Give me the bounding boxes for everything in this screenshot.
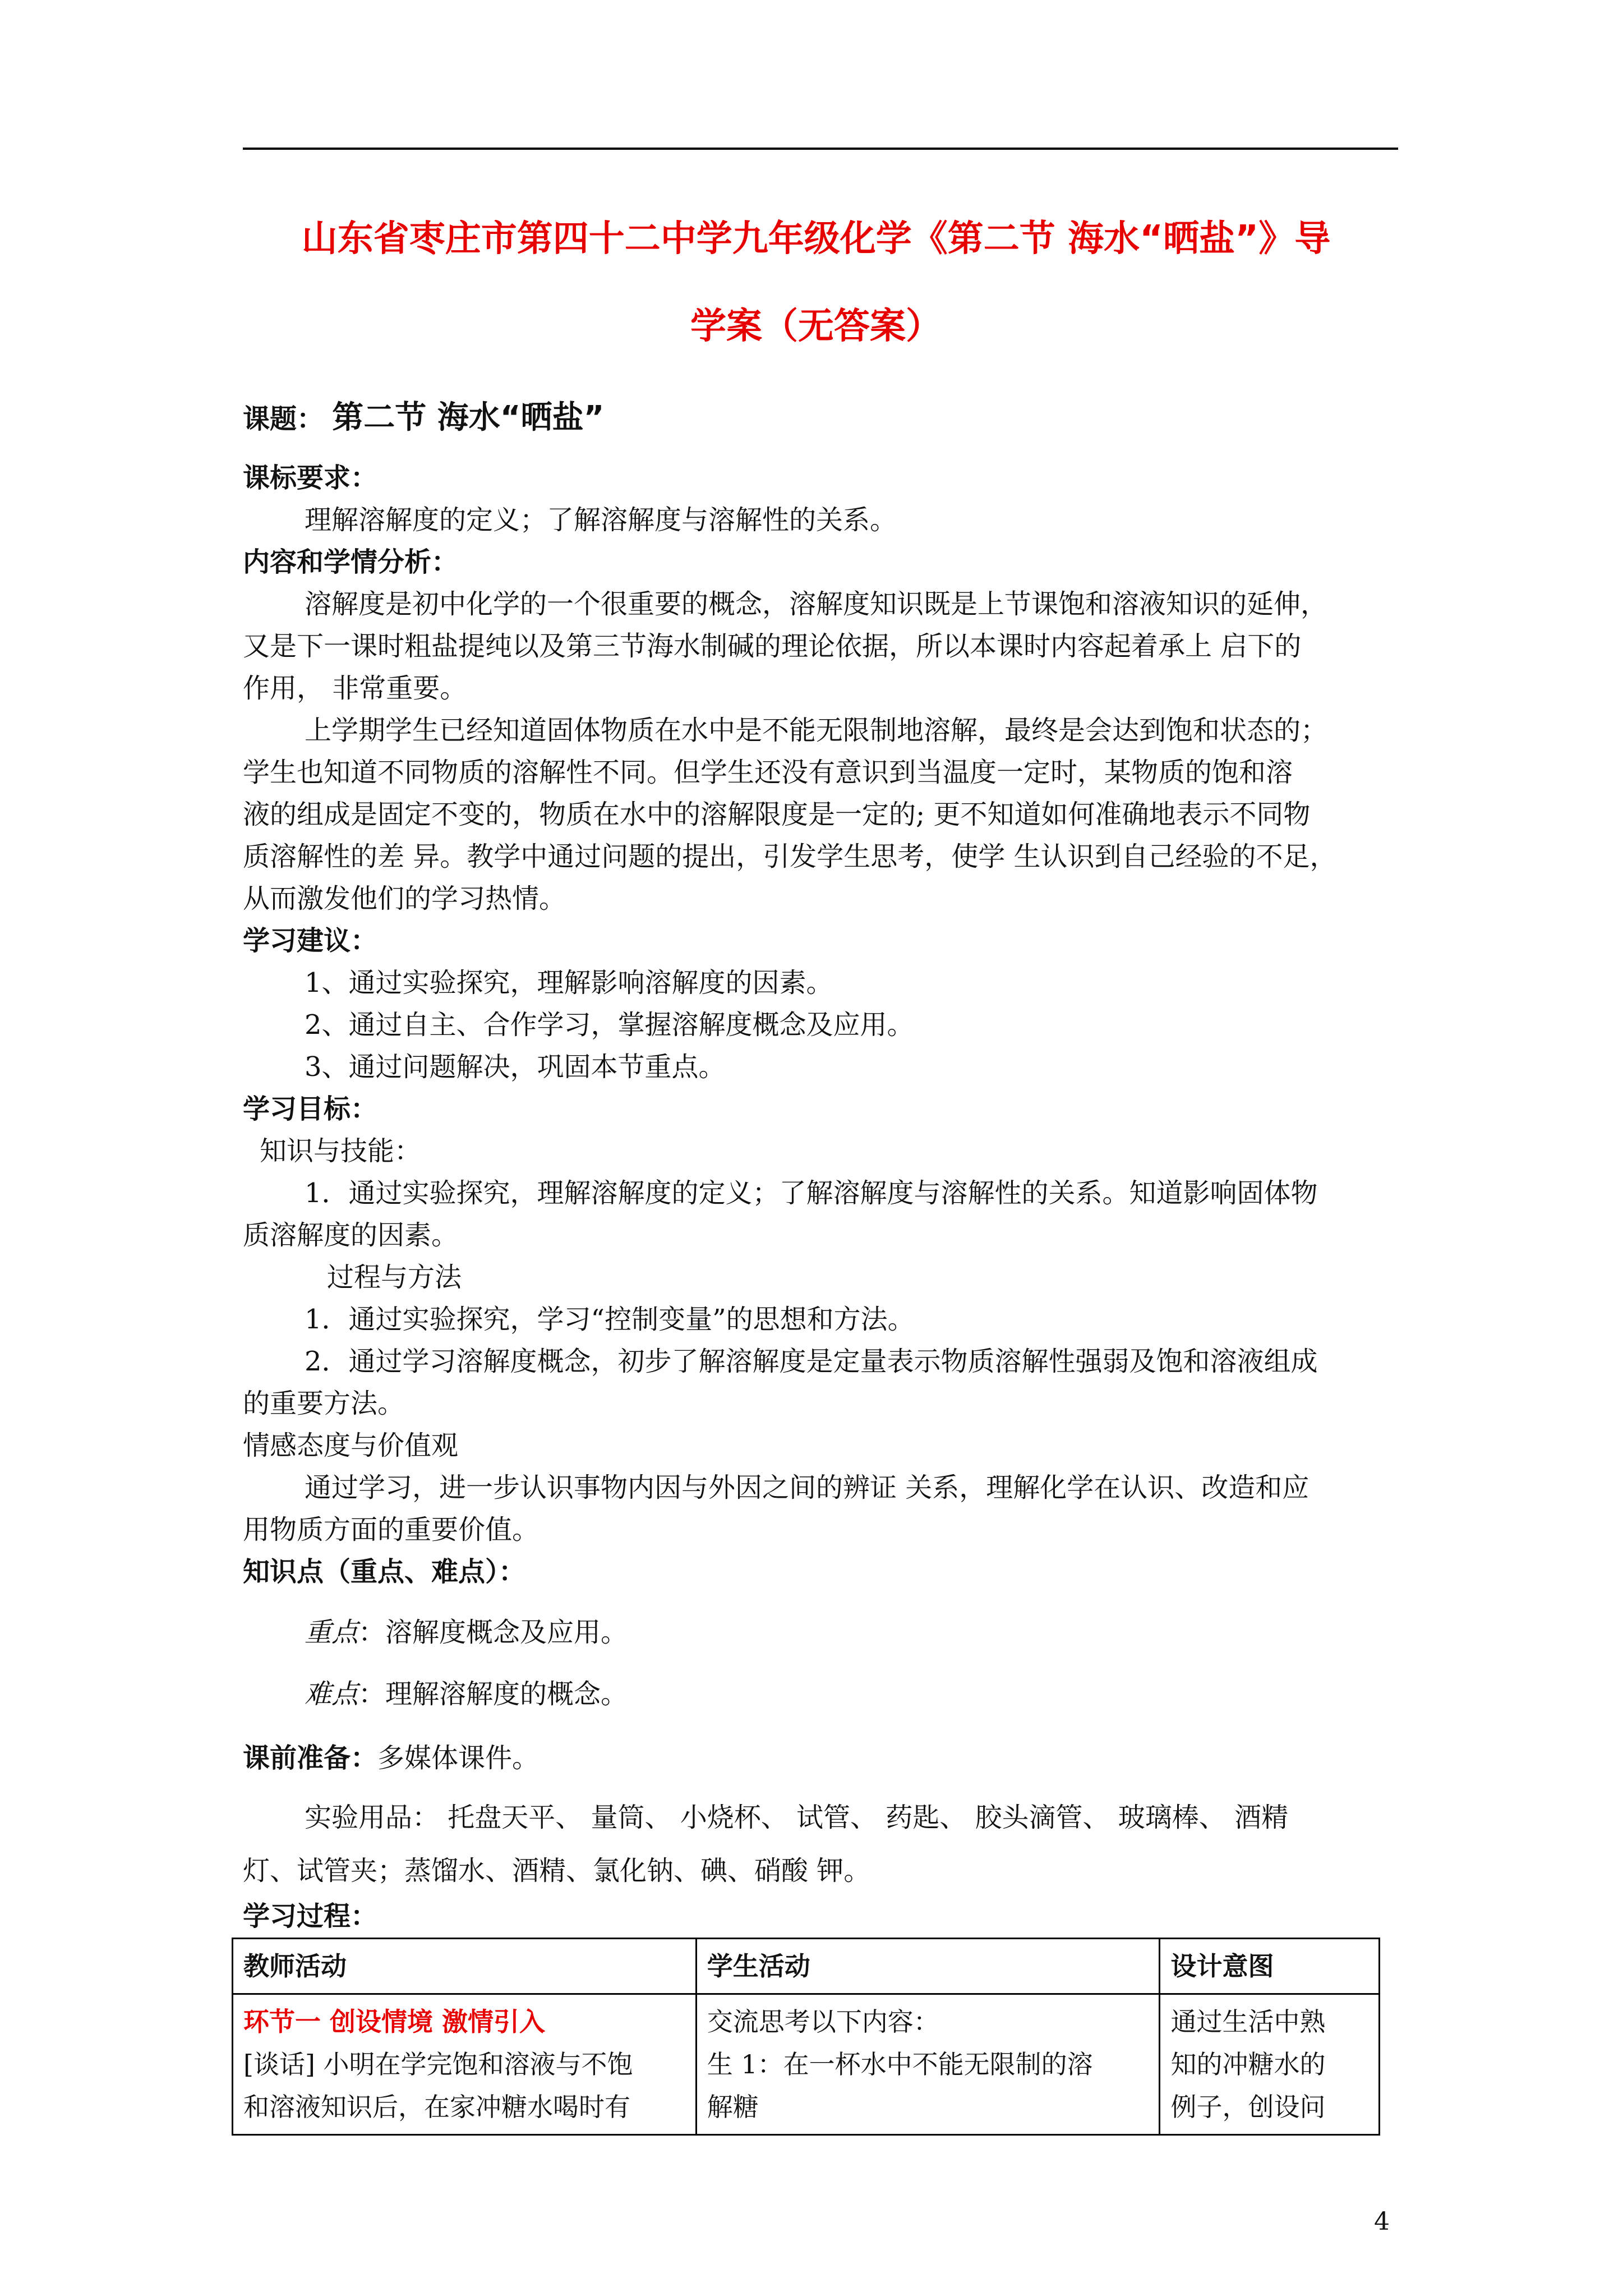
analysis-p2-line: 质溶解性的差 异。教学中通过问题的提出，引发学生思考，使学 生认识到自己经验的不足， [243, 841, 1337, 872]
student-text-line: 交流思考以下内容： [707, 2007, 939, 2037]
objective-e1-line: 用物质方面的重要价值。 [243, 1514, 540, 1545]
intent-text-line: 例子，创设问 [1170, 2092, 1326, 2122]
process-heading: 学习过程： [243, 1901, 378, 1932]
objective-k1-line: 1．通过实验探究，理解溶解度的定义；了解溶解度与溶解性的关系。知道影响固体物 [305, 1177, 1318, 1209]
student-text-line: 生 1：在一杯水中不能无限制的溶 [707, 2049, 1093, 2079]
analysis-p1-line: 又是下一课时粗盐提纯以及第三节海水制碱的理论依据，所以本课时内容起着承上 启下的 [243, 631, 1302, 662]
column-header: 设计意图 [1160, 1939, 1380, 1994]
key-point-row [305, 1616, 628, 1649]
teacher-text-line: 和溶液知识后，在家冲糖水喝时有 [243, 2092, 630, 2122]
analysis-p2-line: 上学期学生已经知道固体物质在水中是不能无限制地溶解，最终是会达到饱和状态的； [305, 715, 1328, 746]
analysis-p2-line: 液的组成是固定不变的，物质在水中的溶解限度是一定的; 更不知道如何准确地表示不同物 [243, 799, 1311, 830]
hard-point-text: ：理解溶解度的概念。 [358, 1678, 628, 1710]
table-header-row [233, 1939, 1380, 1994]
suggestion-item: 3、通过问题解决，巩固本节重点。 [305, 1051, 726, 1083]
objective-p2-line: 的重要方法。 [243, 1388, 405, 1419]
prep-label: 课前准备： [243, 1742, 378, 1774]
page-number: 4 [1374, 2207, 1390, 2236]
objective-p2-line: 2．通过学习溶解度概念，初步了解溶解度是定量表示物质溶解性强弱及饱和溶液组成 [305, 1346, 1318, 1377]
section-title: 环节一 创设情境 激情引入 [243, 2007, 546, 2037]
objective-e1-line: 通过学习，进一步认识事物内因与外因之间的辨证 关系，理解化学在认识、改造和应 [305, 1472, 1310, 1503]
suggestions-heading: 学习建议： [243, 925, 378, 956]
standards-text: 理解溶解度的定义；了解溶解度与溶解性的关系。 [305, 504, 897, 536]
course-value: 第二节 海水“晒盐” [332, 399, 605, 436]
standards-heading: 课标要求： [243, 462, 378, 494]
teacher-text-line: [谈话] 小明在学完饱和溶液与不饱 [243, 2049, 633, 2079]
intent-text-line: 知的冲糖水的 [1170, 2049, 1326, 2079]
prep-value: 多媒体课件。 [377, 1742, 540, 1774]
header-rule [243, 148, 1398, 150]
suggestion-item: 1、通过实验探究，理解影响溶解度的因素。 [305, 967, 833, 999]
teacher-activity-cell [233, 1994, 697, 2135]
design-intent-cell [1160, 1994, 1380, 2135]
equipment-line: 实验用品： 托盘天平、 量筒、 小烧杯、 试管、 药匙、 胶头滴管、 玻璃棒、 酒精 [305, 1802, 1289, 1833]
analysis-p1-line: 作用， 非常重要。 [243, 673, 467, 704]
analysis-p2-line: 从而激发他们的学习热情。 [243, 883, 566, 914]
document-title-line1: 山东省枣庄市第四十二中学九年级化学《第二节 海水“晒盐”》导 [301, 218, 1331, 260]
analysis-p1-line: 溶解度是初中化学的一个很重要的概念，溶解度知识既是上节课饱和溶液知识的延伸， [305, 588, 1328, 620]
key-point-text: ：溶解度概念及应用。 [358, 1617, 628, 1648]
hard-point-row [305, 1677, 628, 1711]
student-text-line: 解糖 [707, 2092, 759, 2122]
knowledge-skills-label: 知识与技能： [260, 1135, 422, 1167]
learning-process-table [232, 1938, 1380, 2136]
objectives-heading: 学习目标： [243, 1093, 378, 1125]
column-header: 学生活动 [696, 1939, 1160, 1994]
emotion-values-label: 情感态度与价值观 [243, 1430, 459, 1461]
document-title-line2: 学案（无答案） [690, 306, 942, 347]
knowledge-points-heading: 知识点（重点、难点）： [243, 1556, 526, 1588]
column-header: 教师活动 [233, 1939, 697, 1994]
course-row [243, 401, 604, 436]
analysis-heading: 内容和学情分析： [243, 546, 459, 578]
key-point-label: 重点 [305, 1617, 359, 1648]
hard-point-label: 难点 [305, 1678, 359, 1710]
table-row [233, 1994, 1380, 2135]
suggestion-item: 2、通过自主、合作学习，掌握溶解度概念及应用。 [305, 1009, 914, 1041]
process-method-label: 过程与方法 [327, 1262, 462, 1293]
course-label: 课题： [243, 403, 324, 435]
prep-row [243, 1741, 539, 1775]
student-activity-cell [696, 1994, 1160, 2135]
objective-p1: 1．通过实验探究，学习“控制变量”的思想和方法。 [305, 1304, 915, 1335]
equipment-line: 灯、试管夹；蒸馏水、酒精、氯化钠、碘、硝酸 钾。 [243, 1855, 871, 1887]
intent-text-line: 通过生活中熟 [1170, 2007, 1326, 2037]
analysis-p2-line: 学生也知道不同物质的溶解性不同。但学生还没有意识到当温度一定时，某物质的饱和溶 [243, 757, 1293, 788]
objective-k1-line: 质溶解度的因素。 [243, 1220, 459, 1251]
